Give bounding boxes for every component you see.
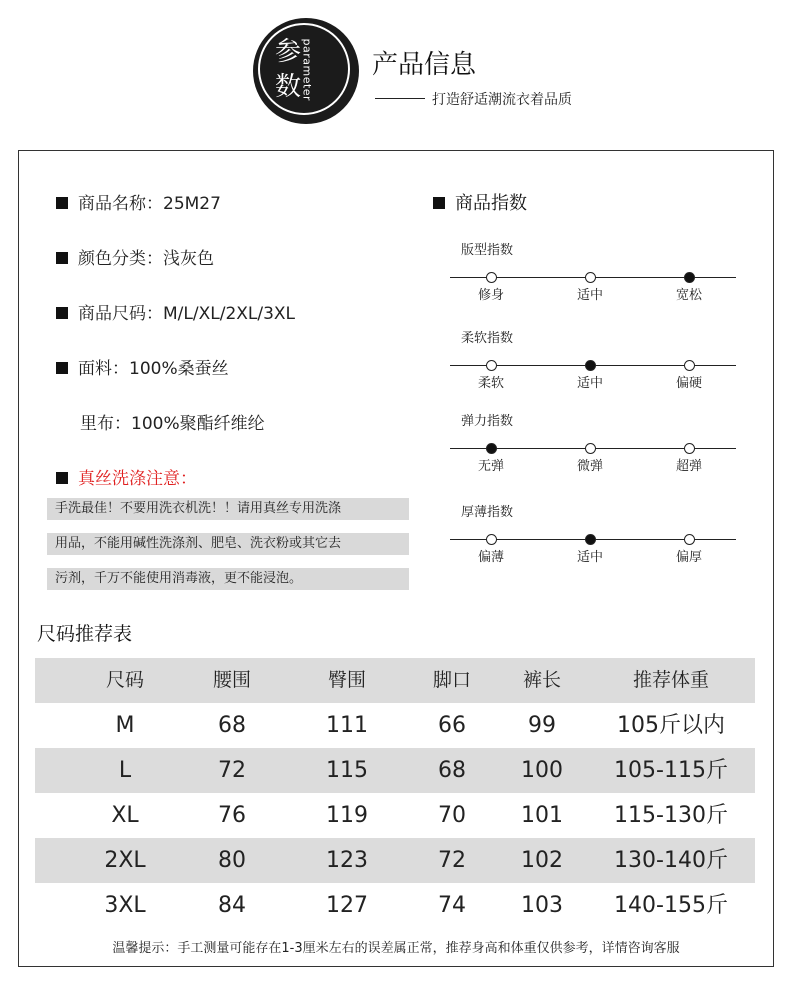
table-cell: 3XL [104,893,146,918]
index-dot-selected [684,272,695,283]
table-cell: 68 [218,713,246,738]
size-footnote: 温馨提示：手工测量可能存在1-3厘米左右的误差属正常，推荐身高和体重仅供参考，详情咨询客服 [112,941,680,956]
table-header-row [35,658,755,703]
index-group-title: 柔软指数 [461,331,514,346]
table-cell: M [115,713,135,738]
badge-english-label: parameter [300,38,314,102]
table-header-cell: 臀围 [327,669,366,691]
index-dot [585,443,596,454]
table-cell: L [118,758,132,783]
index-option-label: 偏薄 [477,550,504,565]
square-bullet-icon [56,197,68,209]
care-note-line-3: 污剂，千万不能使用消毒液，更不能浸泡。 [47,568,409,590]
table-cell: 111 [326,713,368,738]
index-section-title: 商品指数 [433,189,527,215]
size-table-title: 尺码推荐表 [37,623,133,645]
table-cell: 103 [521,893,563,918]
index-dot-selected [585,360,596,371]
table-cell: 119 [326,803,368,828]
index-option-label: 偏硬 [675,376,702,391]
table-cell: 76 [218,803,246,828]
table-row [35,838,755,883]
table-row [35,703,755,748]
table-cell: 84 [218,893,246,918]
index-option-label: 无弹 [477,459,504,474]
table-cell: 115 [326,758,368,783]
table-header-cell: 推荐体重 [632,669,709,691]
info-size: 商品尺码：M/L/XL/2XL/3XL [56,299,295,324]
subtitle-divider [375,98,425,99]
index-group-title: 厚薄指数 [461,505,514,520]
table-cell: 72 [218,758,246,783]
index-dot [684,534,695,545]
table-header-cell: 尺码 [105,669,144,691]
square-bullet-icon [56,362,68,374]
index-dot [585,272,596,283]
square-bullet-icon [56,472,68,484]
index-option-label: 微弹 [576,459,603,474]
table-cell: 130-140斤 [614,848,728,873]
info-color: 颜色分类：浅灰色 [56,244,214,269]
table-cell: 140-155斤 [614,893,728,918]
product-info-panel [18,150,774,967]
table-cell: 102 [521,848,563,873]
badge-char-can: 参 [275,37,302,67]
table-cell: 127 [326,893,368,918]
square-bullet-icon [56,252,68,264]
index-option-label: 适中 [576,376,603,391]
table-cell: 101 [521,803,563,828]
table-row [35,793,755,838]
table-cell: 115-130斤 [614,803,728,828]
table-row [35,883,755,928]
table-cell: 105-115斤 [614,758,728,783]
index-dot [486,360,497,371]
index-dot-selected [486,443,497,454]
care-note-line-2: 用品，不能用碱性洗涤剂、肥皂、洗衣粉或其它去 [47,533,409,555]
table-cell: 70 [438,803,466,828]
index-option-label: 超弹 [675,459,702,474]
index-option-label: 修身 [477,288,504,303]
table-row [35,748,755,793]
table-cell: 72 [438,848,466,873]
size-table [35,658,755,928]
table-cell: 123 [326,848,368,873]
care-note-line-1: 手洗最佳！不要用洗衣机洗！！请用真丝专用洗涤 [47,498,409,520]
table-cell: 105斤以内 [617,713,725,738]
index-option-label: 宽松 [675,288,702,303]
table-cell: 74 [438,893,466,918]
parameter-badge [253,18,359,124]
info-product-name: 商品名称：25M27 [56,189,221,214]
index-group-title: 弹力指数 [461,414,514,429]
index-group-title: 版型指数 [461,243,514,258]
info-lining: 里布：100%聚酯纤维纶 [80,414,265,434]
table-header-cell: 腰围 [212,669,251,691]
index-option-label: 柔软 [477,376,504,391]
index-option-label: 适中 [576,550,603,565]
table-header-cell: 裤长 [522,669,561,691]
index-dot [486,272,497,283]
info-fabric: 面料：100%桑蚕丝 [56,354,229,379]
table-cell: 2XL [104,848,146,873]
page-subtitle: 打造舒适潮流衣着品质 [432,92,572,108]
square-bullet-icon [433,197,445,209]
table-cell: 66 [438,713,466,738]
table-cell: 80 [218,848,246,873]
table-cell: 100 [521,758,563,783]
care-title: 真丝洗涤注意： [56,464,197,489]
index-dot-selected [585,534,596,545]
index-option-label: 适中 [576,288,603,303]
badge-char-shu: 数 [275,72,302,102]
index-option-label: 偏厚 [675,550,702,565]
table-cell: XL [111,803,139,828]
index-dot [684,443,695,454]
table-header-cell: 脚口 [432,669,471,691]
page-title: 产品信息 [372,50,477,80]
table-cell: 68 [438,758,466,783]
index-dot [486,534,497,545]
index-dot [684,360,695,371]
table-cell: 99 [528,713,556,738]
square-bullet-icon [56,307,68,319]
